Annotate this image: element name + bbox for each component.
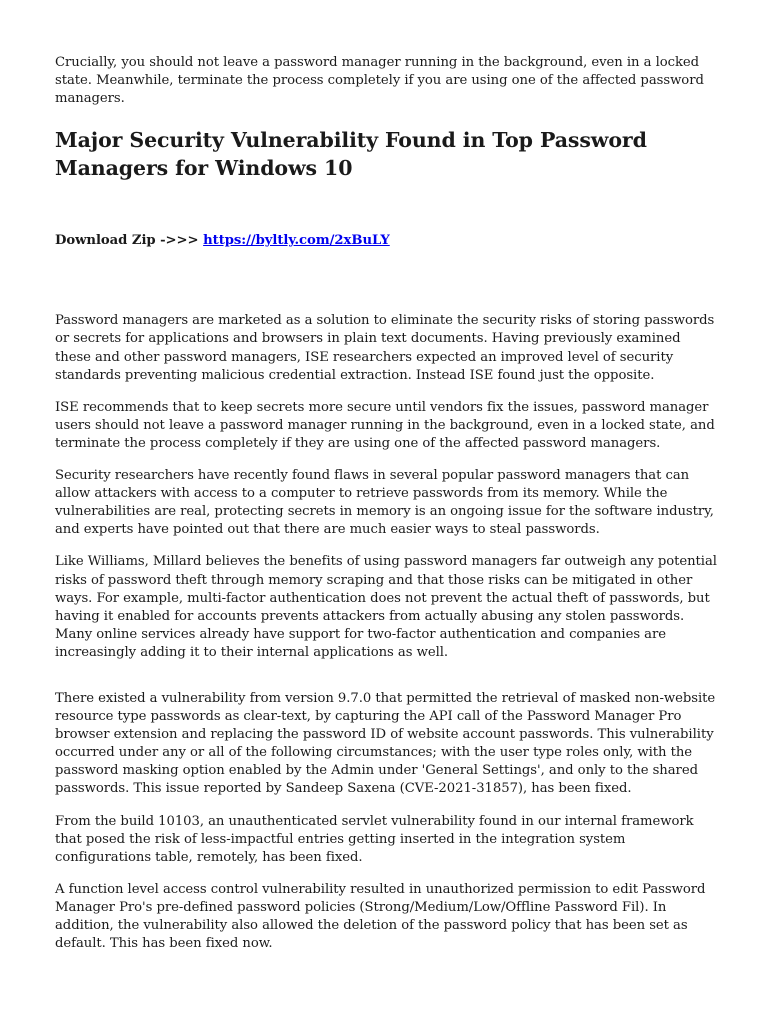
page-title: Major Security Vulnerability Found in Top Password Managers for Windows 10 bbox=[55, 128, 647, 181]
body-paragraph: Like Williams, Millard believes the benefits of using password managers far outweigh any potential risks of password theft through memory scraping and that those risks can be mitigated in other ways. For example, multi-factor authentication does not prevent the actual theft of passwords, but having it enabled for accounts prevents attackers from actually abusing any stolen passwords. Many online services already have support for two-factor authentication and companies are increasingly adding it to their internal applications as well. bbox=[55, 554, 717, 660]
body-paragraph: Security researchers have recently found flaws in several popular password managers that can allow attackers with access to a computer to retrieve passwords from its memory. While the vulnerabilities are real, protecting secrets in memory is an ongoing issue for the software industry, and experts have pointed out that there are much easier ways to steal passwords. bbox=[55, 468, 714, 538]
document-page bbox=[55, 54, 717, 967]
download-label: Download Zip ->>> bbox=[55, 233, 204, 249]
intro-paragraph: Crucially, you should not leave a password manager running in the background, even in a locked state. Meanwhile, terminate the process completely if you are using one of the affected password managers. bbox=[55, 55, 704, 107]
body-paragraph: A function level access control vulnerability resulted in unauthorized permission to edit Password Manager Pro's pre-defined password policies (Strong/Medium/Low/Offline Password Fil). In addition, the vulnerability also allowed the deletion of the password policy that has been set as default. This has been fixed now. bbox=[55, 881, 706, 952]
body-paragraph: There existed a vulnerability from version 9.7.0 that permitted the retrieval of masked non-website resource type passwords as clear-text, by capturing the API call of the Password Manager Pro browser extension and replacing the password ID of website account passwords. This vulnerability occurred under any or all of the following circumstances; with the user type roles only, with the password masking option enabled by the Admin under 'General Settings', and only to the shared passwords. This issue reported by Sandeep Saxena (CVE-2021-31857), has been fixed. bbox=[55, 690, 716, 797]
download-line bbox=[55, 232, 717, 250]
body-paragraph: Password managers are marketed as a solution to eliminate the security risks of storing passwords or secrets for applications and browsers in plain text documents. Having previously examined these and other password managers, ISE researchers expected an improved level of security standards preventing malicious credential extraction. Instead ISE found just the opposite. bbox=[55, 313, 715, 383]
download-link[interactable]: https://byltly.com/2xBuLY bbox=[203, 233, 390, 249]
body-paragraph: ISE recommends that to keep secrets more secure until vendors fix the issues, password manager users should not leave a password manager running in the background, even in a locked state, and terminate the process completely if they are using one of the affected password managers. bbox=[55, 399, 715, 451]
body-paragraph: From the build 10103, an unauthenticated servlet vulnerability found in our internal framework that posed the risk of less-impactful entries getting inserted in the integration system configurations table, remotely, has been fixed. bbox=[55, 813, 694, 865]
